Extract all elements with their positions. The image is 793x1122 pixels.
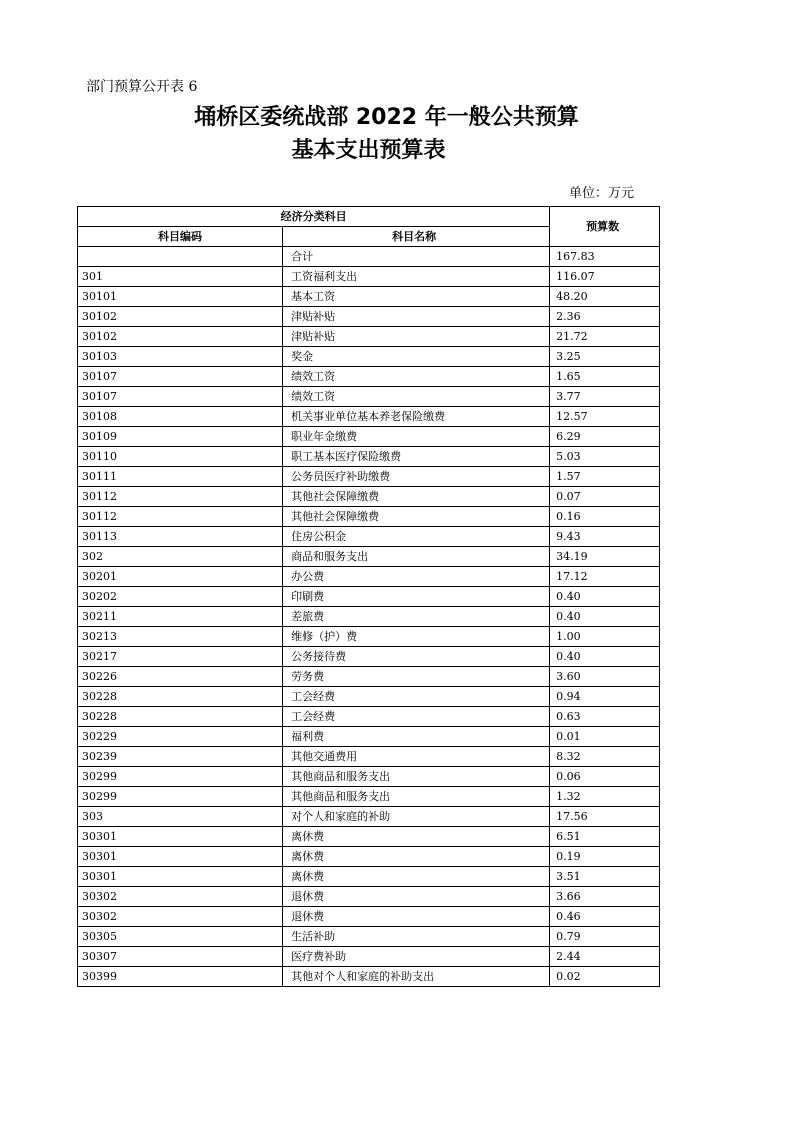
row-name: 其他对个人和家庭的补助支出 [283, 967, 550, 987]
table-row [78, 807, 660, 827]
row-name: 公务员医疗补助缴费 [283, 467, 550, 487]
row-amount: 34.19 [550, 547, 660, 567]
table-row [78, 587, 660, 607]
table-row [78, 327, 660, 347]
row-amount: 0.63 [550, 707, 660, 727]
row-code: 30217 [78, 647, 283, 667]
row-code: 30228 [78, 687, 283, 707]
row-name: 办公费 [283, 567, 550, 587]
row-code: 30307 [78, 947, 283, 967]
row-code: 30102 [78, 307, 283, 327]
row-amount: 116.07 [550, 267, 660, 287]
row-name: 工资福利支出 [283, 267, 550, 287]
row-name: 离休费 [283, 867, 550, 887]
table-row [78, 847, 660, 867]
row-code: 30239 [78, 747, 283, 767]
table-row [78, 727, 660, 747]
row-name: 其他交通费用 [283, 747, 550, 767]
row-amount: 0.02 [550, 967, 660, 987]
row-name: 其他社会保障缴费 [283, 507, 550, 527]
row-code: 30301 [78, 867, 283, 887]
row-name: 奖金 [283, 347, 550, 367]
row-code: 30108 [78, 407, 283, 427]
table-row [78, 887, 660, 907]
table-row [78, 867, 660, 887]
row-code: 301 [78, 267, 283, 287]
row-amount: 48.20 [550, 287, 660, 307]
row-amount: 0.94 [550, 687, 660, 707]
table-row [78, 447, 660, 467]
row-name: 绩效工资 [283, 387, 550, 407]
row-name: 住房公积金 [283, 527, 550, 547]
table-row [78, 387, 660, 407]
row-amount: 17.12 [550, 567, 660, 587]
row-name: 绩效工资 [283, 367, 550, 387]
row-name: 公务接待费 [283, 647, 550, 667]
row-code: 30305 [78, 927, 283, 947]
table-row [78, 607, 660, 627]
table-row [78, 507, 660, 527]
row-name: 劳务费 [283, 667, 550, 687]
table-row [78, 247, 660, 267]
row-amount: 0.16 [550, 507, 660, 527]
row-name: 机关事业单位基本养老保险缴费 [283, 407, 550, 427]
row-code: 302 [78, 547, 283, 567]
table-row [78, 347, 660, 367]
table-row [78, 307, 660, 327]
row-name: 差旅费 [283, 607, 550, 627]
row-name: 福利费 [283, 727, 550, 747]
document-label: 部门预算公开表 6 [86, 79, 198, 95]
table-row [78, 267, 660, 287]
row-amount: 0.06 [550, 767, 660, 787]
row-code: 30112 [78, 487, 283, 507]
row-code: 30102 [78, 327, 283, 347]
row-amount: 3.51 [550, 867, 660, 887]
table-row [78, 927, 660, 947]
row-code: 30301 [78, 827, 283, 847]
table-row [78, 827, 660, 847]
row-name: 工会经费 [283, 707, 550, 727]
table-body [78, 247, 660, 987]
row-code: 30302 [78, 907, 283, 927]
row-code: 30202 [78, 587, 283, 607]
row-code: 30113 [78, 527, 283, 547]
row-name: 职工基本医疗保险缴费 [283, 447, 550, 467]
row-amount: 6.51 [550, 827, 660, 847]
row-name: 对个人和家庭的补助 [283, 807, 550, 827]
row-code: 30109 [78, 427, 283, 447]
table-row [78, 707, 660, 727]
table-row [78, 407, 660, 427]
row-amount: 1.00 [550, 627, 660, 647]
code-header: 科目编码 [78, 227, 283, 247]
row-code: 30301 [78, 847, 283, 867]
row-amount: 3.66 [550, 887, 660, 907]
page-title: 埇桥区委统战部 2022 年一般公共预算 [194, 105, 579, 130]
row-name: 其他社会保障缴费 [283, 487, 550, 507]
row-code: 30111 [78, 467, 283, 487]
row-amount: 2.44 [550, 947, 660, 967]
table-row [78, 667, 660, 687]
row-code [78, 247, 283, 267]
table-row [78, 427, 660, 447]
table-row [78, 947, 660, 967]
row-name: 离休费 [283, 827, 550, 847]
row-code: 30228 [78, 707, 283, 727]
row-code: 30226 [78, 667, 283, 687]
row-name: 生活补助 [283, 927, 550, 947]
row-amount: 5.03 [550, 447, 660, 467]
row-name: 工会经费 [283, 687, 550, 707]
row-amount: 0.19 [550, 847, 660, 867]
row-name: 印刷费 [283, 587, 550, 607]
row-amount: 1.32 [550, 787, 660, 807]
table-row [78, 527, 660, 547]
row-name: 离休费 [283, 847, 550, 867]
row-name: 医疗费补助 [283, 947, 550, 967]
row-amount: 167.83 [550, 247, 660, 267]
row-code: 30299 [78, 787, 283, 807]
row-amount: 0.40 [550, 647, 660, 667]
budget-table [77, 206, 660, 987]
table-row [78, 747, 660, 767]
table-row [78, 787, 660, 807]
table-row [78, 567, 660, 587]
table-row [78, 367, 660, 387]
row-code: 30213 [78, 627, 283, 647]
row-name: 退休费 [283, 887, 550, 907]
row-name: 津贴补贴 [283, 307, 550, 327]
row-name: 退休费 [283, 907, 550, 927]
table-row [78, 487, 660, 507]
row-code: 30229 [78, 727, 283, 747]
table-row [78, 467, 660, 487]
row-code: 30302 [78, 887, 283, 907]
row-name: 其他商品和服务支出 [283, 787, 550, 807]
row-amount: 1.57 [550, 467, 660, 487]
unit-label: 单位：万元 [569, 186, 635, 201]
table-row [78, 547, 660, 567]
table-row [78, 907, 660, 927]
row-name: 津贴补贴 [283, 327, 550, 347]
row-amount: 0.46 [550, 907, 660, 927]
page-subtitle: 基本支出预算表 [291, 138, 446, 163]
row-amount: 0.40 [550, 587, 660, 607]
row-code: 30399 [78, 967, 283, 987]
table-row [78, 967, 660, 987]
row-code: 303 [78, 807, 283, 827]
row-amount: 0.79 [550, 927, 660, 947]
row-amount: 2.36 [550, 307, 660, 327]
row-amount: 0.40 [550, 607, 660, 627]
row-code: 30103 [78, 347, 283, 367]
row-code: 30107 [78, 367, 283, 387]
row-name: 其他商品和服务支出 [283, 767, 550, 787]
row-name: 维修（护）费 [283, 627, 550, 647]
row-amount: 21.72 [550, 327, 660, 347]
row-code: 30110 [78, 447, 283, 467]
amount-header: 预算数 [550, 207, 660, 247]
row-code: 30299 [78, 767, 283, 787]
row-amount: 1.65 [550, 367, 660, 387]
table-row [78, 767, 660, 787]
row-code: 30101 [78, 287, 283, 307]
row-code: 30201 [78, 567, 283, 587]
row-amount: 0.07 [550, 487, 660, 507]
row-amount: 9.43 [550, 527, 660, 547]
row-name: 职业年金缴费 [283, 427, 550, 447]
row-amount: 8.32 [550, 747, 660, 767]
table-row [78, 287, 660, 307]
row-code: 30211 [78, 607, 283, 627]
row-amount: 0.01 [550, 727, 660, 747]
name-header: 科目名称 [283, 227, 550, 247]
row-name: 商品和服务支出 [283, 547, 550, 567]
row-name: 合计 [283, 247, 550, 267]
table-row [78, 647, 660, 667]
row-amount: 12.57 [550, 407, 660, 427]
row-code: 30112 [78, 507, 283, 527]
group-header: 经济分类科目 [78, 207, 550, 227]
row-code: 30107 [78, 387, 283, 407]
row-name: 基本工资 [283, 287, 550, 307]
row-amount: 3.60 [550, 667, 660, 687]
table-row [78, 627, 660, 647]
row-amount: 3.77 [550, 387, 660, 407]
table-row [78, 687, 660, 707]
row-amount: 17.56 [550, 807, 660, 827]
row-amount: 6.29 [550, 427, 660, 447]
row-amount: 3.25 [550, 347, 660, 367]
